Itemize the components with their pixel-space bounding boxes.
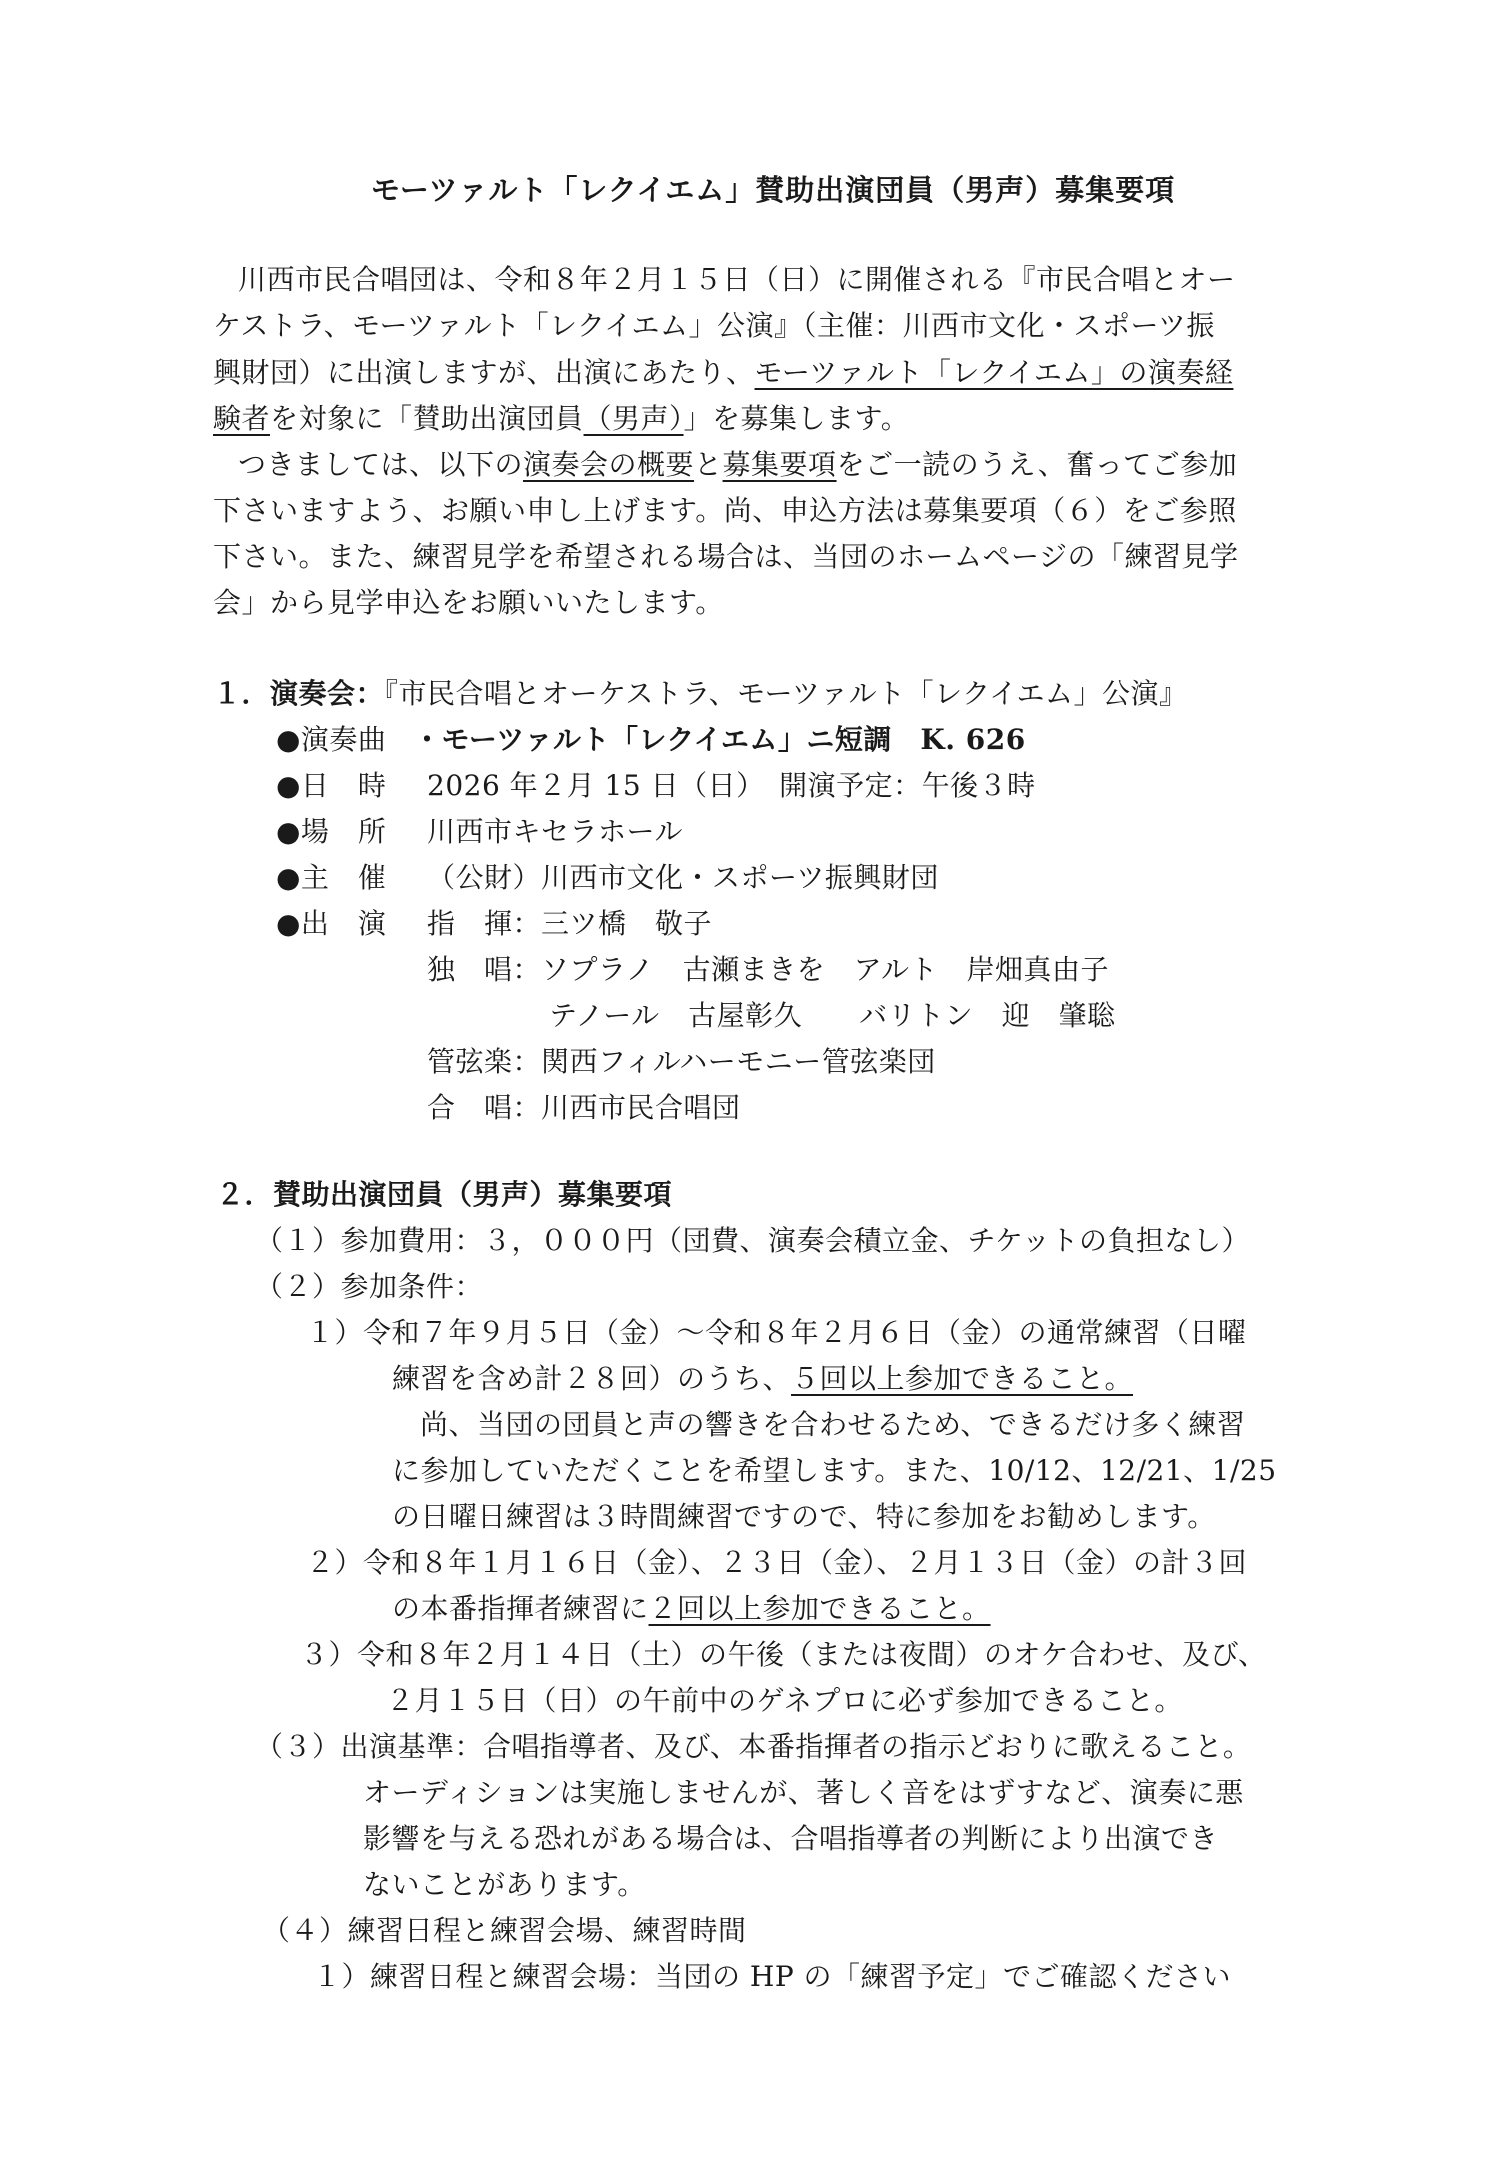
intro-line: 下さいますよう、お願い申し上げます。尚、申込方法は募集要項（６）をご参照 [213, 494, 1237, 527]
intro-text: つきましては、以下の [238, 448, 524, 481]
standard-line: （３）出演基準：合唱指導者、及び、本番指揮者の指示どおりに歌えること。 [255, 1730, 1252, 1763]
condition-line: に参加していただくことを希望します。また、10/12、12/21、1/25 [392, 1454, 1277, 1487]
condition-line [392, 1361, 1133, 1397]
intro-line [213, 355, 1233, 391]
standard-line: 影響を与える恐れがある場合は、合唱指導者の判断により出演でき [363, 1822, 1219, 1855]
intro-line: 下さい。また、練習見学を希望される場合は、当団のホームページの「練習見学 [213, 540, 1239, 573]
condition-line: ３）令和８年２月１４日（土）の午後（または夜間）のオケ合わせ、及び、 [300, 1638, 1267, 1671]
performers-label: ●出 演 [276, 907, 387, 940]
date-value: 2026 年２月 15 日（日） 開演予定：午後３時 [427, 769, 1036, 802]
condition-text: の本番指揮者練習に [392, 1592, 649, 1625]
underlined-text: 験者 [213, 402, 271, 435]
standard-line: オーディションは実施しませんが、著しく音をはずすなど、演奏に悪 [363, 1776, 1244, 1809]
intro-line: 会」から見学申込をお願いいたします。 [213, 586, 724, 619]
venue-value: 川西市キセラホール [427, 815, 683, 848]
piece-value: ・モーツァルト「レクイエム」ニ短調 K. 626 [413, 723, 1026, 756]
condition-text: 練習を含め計２８回）のうち、 [392, 1362, 792, 1395]
schedule-heading: （４）練習日程と練習会場、練習時間 [262, 1914, 747, 1947]
fee-line: （１）参加費用：３，０００円（団費、演奏会積立金、チケットの負担なし） [255, 1224, 1250, 1257]
condition-line: ２）令和８年１月１６日（金）、２３日（金）、２月１３日（金）の計３回 [306, 1546, 1248, 1579]
date-label: ●日 時 [276, 769, 387, 802]
section2-heading: ２．賛助出演団員（男声）募集要項 [216, 1178, 673, 1211]
orchestra: 管弦楽：関西フィルハーモニー管弦楽団 [427, 1045, 936, 1078]
condition-line: 尚、当団の団員と声の響きを合わせるため、できるだけ多く練習 [420, 1408, 1246, 1441]
underlined-text: モーツァルト「レクイエム」の演奏経 [754, 356, 1234, 389]
conductor: 指 揮：三ツ橋 敬子 [427, 907, 713, 940]
soloists: 独 唱：ソプラノ 古瀬まきを アルト 岸畑真由子 [427, 953, 1110, 986]
host-value: （公財）川西市文化・スポーツ振興財団 [427, 861, 939, 894]
intro-text: をご一読のうえ、奮ってご参加 [836, 448, 1238, 481]
intro-line [213, 401, 909, 437]
condition-line: の日曜日練習は３時間練習ですので、特に参加をお勧めします。 [392, 1500, 1216, 1533]
underlined-text: 演奏会の概要 [523, 448, 695, 481]
underlined-text: ２回以上参加できること。 [648, 1592, 991, 1625]
underlined-text: 募集要項 [722, 448, 837, 481]
intro-line: 川西市民合唱団は、令和８年２月１５日（日）に開催される『市民合唱とオー [238, 263, 1236, 296]
intro-line [238, 447, 1237, 483]
intro-text: を対象に「賛助出演団員 [270, 402, 584, 435]
conditions-heading: （２）参加条件： [255, 1270, 484, 1303]
section1-heading-value: 『市民合唱とオーケストラ、モーツァルト「レクイエム」公演』 [384, 677, 1188, 710]
venue-label: ●場 所 [276, 815, 387, 848]
host-label: ●主 催 [276, 861, 387, 894]
section1-heading-label: １．演奏会： [213, 677, 385, 710]
intro-text: と [694, 448, 723, 481]
page-title: モーツァルト「レクイエム」賛助出演団員（男声）募集要項 [371, 173, 1176, 207]
condition-line: １）令和７年９月５日（金）～令和８年２月６日（金）の通常練習（日曜 [306, 1316, 1247, 1349]
intro-text: 興財団）に出演しますが、出演にあたり、 [213, 356, 755, 389]
standard-line: ないことがあります。 [363, 1868, 646, 1901]
condition-line: ２月１５日（日）の午前中のゲネプロに必ず参加できること。 [386, 1684, 1183, 1717]
chorus: 合 唱：川西市民合唱団 [427, 1091, 741, 1124]
intro-line: ケストラ、モーツァルト「レクイエム」公演』（主催：川西市文化・スポーツ振 [213, 309, 1215, 342]
schedule-line: １）練習日程と練習会場：当団の HP の「練習予定」でご確認ください [313, 1960, 1232, 1993]
soloists: テノール 古屋彰久 バリトン 迎 肇聡 [549, 999, 1116, 1032]
piece-label: ●演奏曲 [276, 723, 387, 756]
underlined-text: ５回以上参加できること。 [791, 1362, 1134, 1395]
section1-heading [213, 676, 1188, 712]
intro-text: 」を募集します。 [683, 402, 910, 435]
condition-line [392, 1591, 991, 1627]
underlined-text: （男声） [583, 402, 684, 435]
